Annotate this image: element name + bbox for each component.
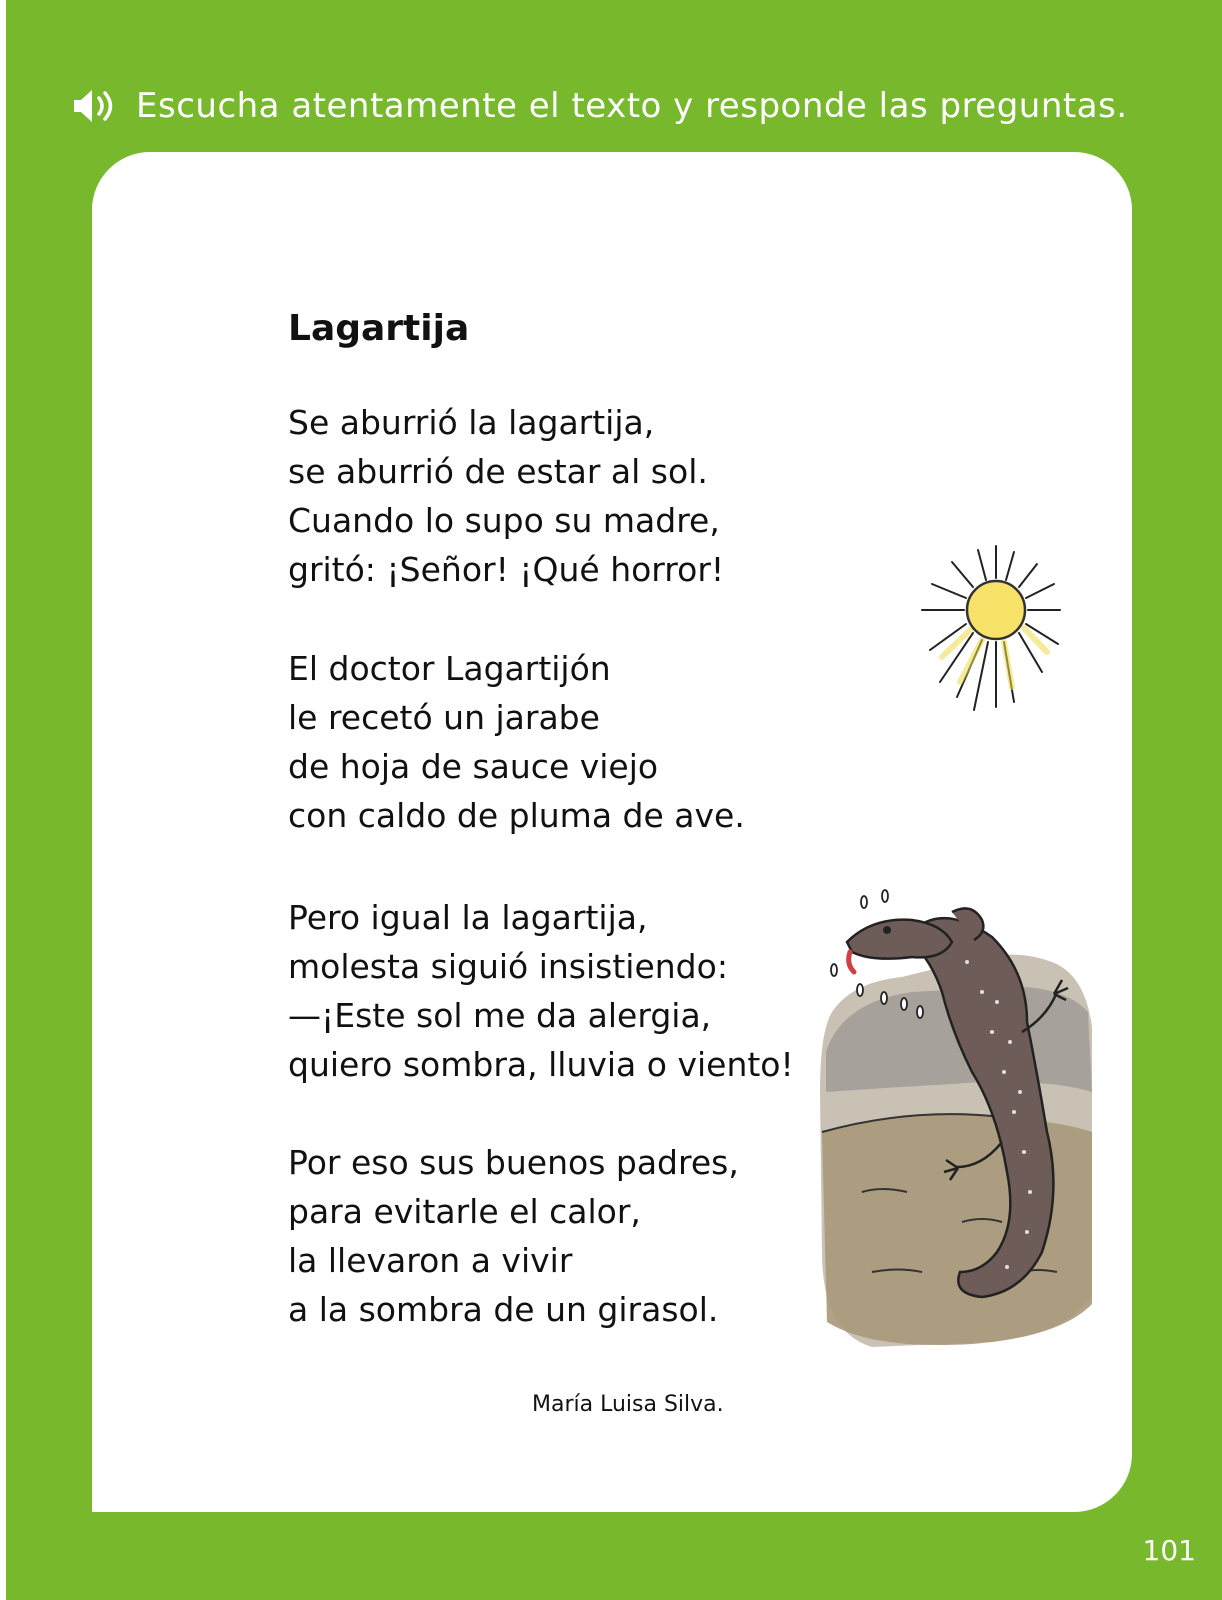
poem-line: —¡Este sol me da alergia, (288, 996, 712, 1035)
poem-line: para evitarle el calor, (288, 1192, 641, 1231)
poem-line: gritó: ¡Señor! ¡Qué horror! (288, 550, 725, 589)
poem-line: El doctor Lagartijón (288, 649, 611, 688)
poem-line: molesta siguió insistiendo: (288, 947, 728, 986)
stanza-4 (288, 1138, 739, 1334)
poem-line: a la sombra de un girasol. (288, 1290, 719, 1329)
stanza-1 (288, 398, 724, 594)
instruction-text: Escucha atentamente el texto y responde las preguntas. (136, 86, 1128, 126)
instruction-bar (70, 80, 1128, 132)
speaker-icon[interactable] (70, 86, 122, 126)
sun-icon (922, 546, 1060, 710)
poem-line: Se aburrió la lagartija, (288, 403, 655, 442)
lizard-sun-illustration (792, 532, 1092, 1362)
poem-card (92, 152, 1132, 1512)
stanza-2 (288, 644, 745, 840)
poem-author: María Luisa Silva. (532, 1392, 724, 1417)
poem-line: con caldo de pluma de ave. (288, 796, 745, 835)
stanza-3 (288, 893, 794, 1089)
poem-line: Pero igual la lagartija, (288, 898, 648, 937)
poem-line: Cuando lo supo su madre, (288, 501, 720, 540)
poem-title: Lagartija (288, 308, 470, 349)
poem-line: la llevaron a vivir (288, 1241, 573, 1280)
page-number: 101 (1142, 1534, 1196, 1567)
poem-line: se aburrió de estar al sol. (288, 452, 708, 491)
poem-line: quiero sombra, lluvia o viento! (288, 1045, 794, 1084)
poem-line: de hoja de sauce viejo (288, 747, 659, 786)
poem-line: le recetó un jarabe (288, 698, 600, 737)
poem-line: Por eso sus buenos padres, (288, 1143, 739, 1182)
